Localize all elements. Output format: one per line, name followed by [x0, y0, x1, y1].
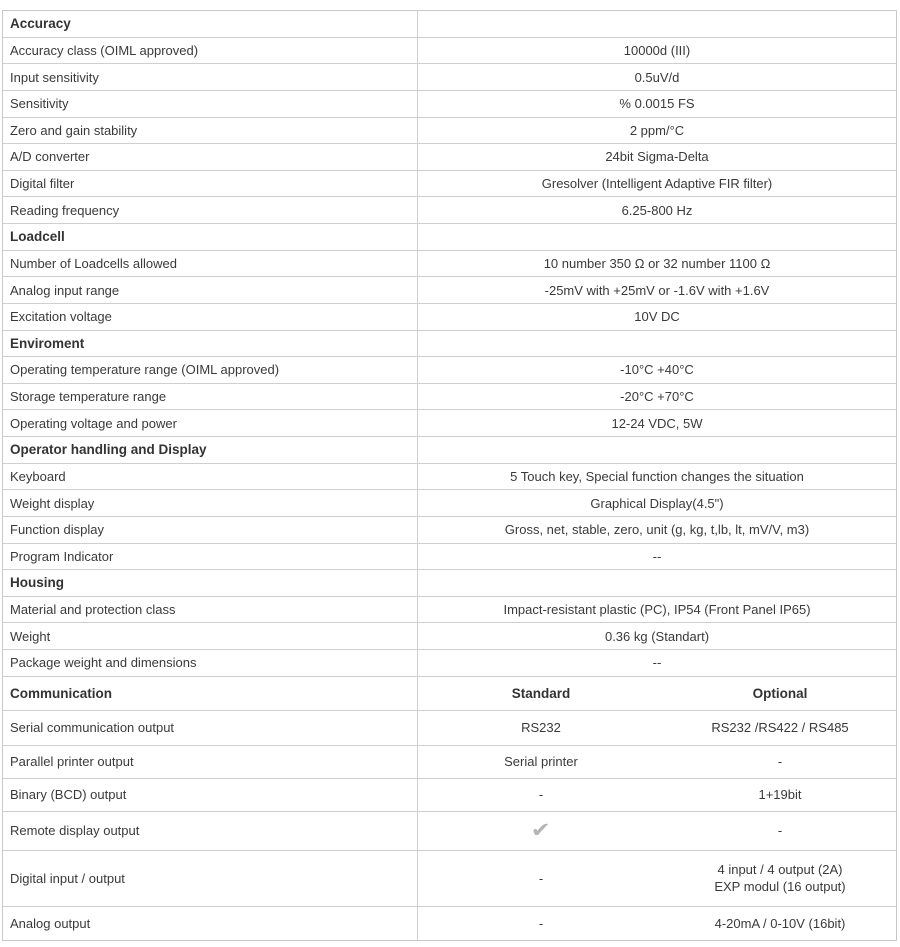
spec-label: Excitation voltage [3, 304, 418, 330]
spec-label: Analog input range [3, 277, 418, 303]
comm-optional-value [664, 812, 896, 850]
table-row [3, 118, 896, 145]
spec-label: Program Indicator [3, 544, 418, 570]
table-row [3, 197, 896, 224]
spec-label: Reading frequency [3, 197, 418, 223]
communication-values [418, 746, 896, 778]
table-row [3, 746, 896, 779]
spec-label: Accuracy class (OIML approved) [3, 38, 418, 64]
section-header-row [3, 11, 896, 38]
spec-value: -25mV with +25mV or -1.6V with +1.6V [544, 282, 770, 298]
table-row [3, 650, 896, 677]
table-row [3, 812, 896, 851]
spec-value: 0.36 kg (Standart) [604, 628, 710, 644]
section-title: Operator handling and Display [3, 437, 418, 463]
communication-column-headers [418, 677, 896, 710]
comm-optional-line: EXP modul (16 output) [714, 879, 846, 895]
section-header-value [418, 437, 896, 463]
table-row [3, 711, 896, 746]
spec-label: Operating temperature range (OIML approved) [3, 357, 418, 383]
spec-label: Weight [3, 623, 418, 649]
comm-optional-value [664, 711, 896, 745]
table-row [3, 410, 896, 437]
section-header-value [418, 224, 896, 250]
spec-value: 6.25-800 Hz [621, 202, 693, 218]
spec-value: % 0.0015 FS [619, 96, 695, 112]
section-header-value [418, 11, 896, 37]
table-row [3, 171, 896, 198]
column-header-standard: Standard [511, 685, 571, 701]
spec-value: 10 number 350 Ω or 32 number 1100 Ω [543, 255, 771, 271]
spec-value: Graphical Display(4.5") [590, 495, 724, 511]
table-row [3, 304, 896, 331]
section-header-row [3, 224, 896, 251]
comm-optional-value [664, 746, 896, 778]
communication-values [418, 779, 896, 811]
spec-label: Operating voltage and power [3, 410, 418, 436]
section-title: Communication [3, 677, 418, 710]
spec-label: Input sensitivity [3, 64, 418, 90]
communication-values [418, 851, 896, 906]
spec-label: Weight display [3, 490, 418, 516]
comm-optional-line: - [777, 823, 783, 839]
table-row [3, 91, 896, 118]
column-header-optional: Optional [752, 685, 808, 701]
comm-optional-line: 1+19bit [758, 787, 802, 803]
section-header-row [3, 437, 896, 464]
spec-label: Keyboard [3, 464, 418, 490]
spec-value: 5 Touch key, Special function changes the situation [510, 468, 804, 484]
spec-label: Serial communication output [3, 711, 418, 745]
spec-label: Zero and gain stability [3, 118, 418, 144]
table-row [3, 38, 896, 65]
comm-standard-value: - [538, 787, 544, 803]
section-title: Housing [3, 570, 418, 596]
spec-label: Function display [3, 517, 418, 543]
table-row [3, 251, 896, 278]
table-row [3, 623, 896, 650]
spec-value: -20°C +70°C [620, 389, 694, 405]
comm-standard-value: Serial printer [504, 754, 578, 770]
table-row [3, 144, 896, 171]
table-row [3, 851, 896, 907]
section-header-value [418, 570, 896, 596]
spec-value: -- [652, 655, 662, 671]
spec-value: -- [652, 548, 662, 564]
table-row [3, 907, 896, 940]
spec-label: Storage temperature range [3, 384, 418, 410]
table-row [3, 464, 896, 491]
section-header-value [418, 331, 896, 357]
comm-optional-line: - [777, 754, 783, 770]
comm-optional-value [664, 779, 896, 811]
spec-value: 2 ppm/°C [629, 122, 685, 138]
communication-header-row [3, 677, 896, 711]
table-row [3, 779, 896, 812]
spec-label: Binary (BCD) output [3, 779, 418, 811]
table-row [3, 517, 896, 544]
spec-table [2, 10, 897, 941]
spec-label: Analog output [3, 907, 418, 940]
section-title: Loadcell [3, 224, 418, 250]
section-header-row [3, 331, 896, 358]
spec-value: 10000d (III) [623, 42, 691, 58]
spec-label: A/D converter [3, 144, 418, 170]
spec-label: Remote display output [3, 812, 418, 850]
communication-values [418, 711, 896, 745]
spec-label: Material and protection class [3, 597, 418, 623]
comm-standard-value [418, 812, 664, 850]
spec-label: Digital input / output [3, 851, 418, 906]
spec-label: Digital filter [3, 171, 418, 197]
section-header-row [3, 570, 896, 597]
spec-value: -10°C +40°C [620, 362, 694, 378]
spec-value: 10V DC [634, 309, 680, 325]
table-row [3, 597, 896, 624]
section-title: Accuracy [3, 11, 418, 37]
table-row [3, 544, 896, 571]
spec-value: 0.5uV/d [634, 69, 680, 85]
spec-label: Sensitivity [3, 91, 418, 117]
communication-values [418, 907, 896, 940]
comm-standard-value: - [538, 870, 544, 886]
comm-optional-line: 4 input / 4 output (2A) [717, 862, 843, 878]
spec-value: Gresolver (Intelligent Adaptive FIR filter) [541, 176, 773, 192]
spec-value: 12-24 VDC, 5W [611, 415, 703, 431]
comm-optional-value [664, 851, 896, 906]
table-row [3, 490, 896, 517]
comm-optional-value [664, 907, 896, 940]
spec-value: Impact-resistant plastic (PC), IP54 (Front Panel IP65) [503, 602, 811, 618]
spec-label: Parallel printer output [3, 746, 418, 778]
spec-label: Package weight and dimensions [3, 650, 418, 676]
communication-values [418, 812, 896, 850]
check-icon: ✔ [530, 819, 552, 843]
table-row [3, 64, 896, 91]
spec-label: Number of Loadcells allowed [3, 251, 418, 277]
comm-optional-line: RS232 /RS422 / RS485 [711, 720, 849, 736]
section-title: Enviroment [3, 331, 418, 357]
table-row [3, 384, 896, 411]
comm-standard-value: - [538, 915, 544, 931]
comm-standard-value: RS232 [521, 720, 561, 736]
table-row [3, 277, 896, 304]
spec-value: 24bit Sigma-Delta [605, 149, 709, 165]
table-row [3, 357, 896, 384]
comm-optional-line: 4-20mA / 0-10V (16bit) [714, 915, 846, 931]
spec-value: Gross, net, stable, zero, unit (g, kg, t,lb, lt, mV/V, m3) [504, 522, 810, 538]
